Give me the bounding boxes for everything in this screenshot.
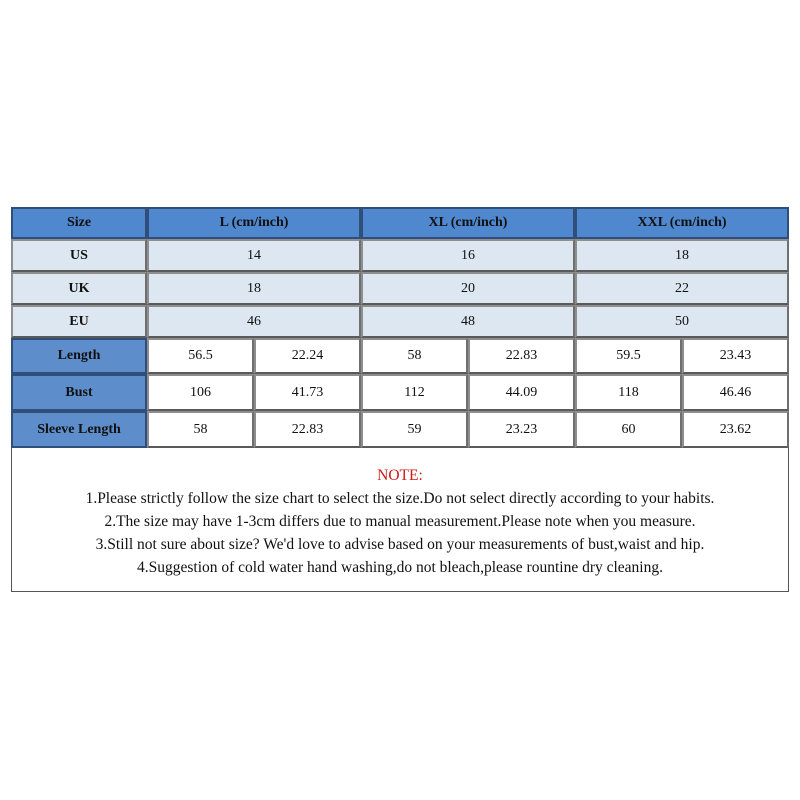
cell: 22.24 xyxy=(254,338,361,374)
cell: 59.5 xyxy=(575,338,682,374)
header-l: L (cm/inch) xyxy=(147,207,361,239)
cell: 58 xyxy=(361,338,468,374)
cell: 23.62 xyxy=(682,411,789,448)
note-line-2: 2.The size may have 1-3cm differs due to manual measurement.Please note when you measure. xyxy=(104,513,696,530)
cell: 48 xyxy=(361,305,575,338)
header-xl: XL (cm/inch) xyxy=(361,207,575,239)
cell: 16 xyxy=(361,239,575,272)
cell: 41.73 xyxy=(254,374,361,411)
cell: 14 xyxy=(147,239,361,272)
note-line-1: 1.Please strictly follow the size chart to select the size.Do not select directly according to your habits. xyxy=(85,490,715,507)
note-line-3: 3.Still not sure about size? We'd love to advise based on your measurements of bust,waist and hip. xyxy=(95,536,705,553)
row-label-uk: UK xyxy=(11,272,147,305)
note-line-4: 4.Suggestion of cold water hand washing,do not bleach,please rountine dry cleaning. xyxy=(136,559,663,576)
cell: 50 xyxy=(575,305,789,338)
cell: 23.23 xyxy=(468,411,575,448)
cell: 22.83 xyxy=(468,338,575,374)
header-xxl: XXL (cm/inch) xyxy=(575,207,789,239)
cell: 46.46 xyxy=(682,374,789,411)
row-label-sleeve-length: Sleeve Length xyxy=(11,411,147,448)
cell: 18 xyxy=(147,272,361,305)
cell: 22 xyxy=(575,272,789,305)
row-label-us: US xyxy=(11,239,147,272)
cell: 23.43 xyxy=(682,338,789,374)
row-label-bust: Bust xyxy=(11,374,147,411)
cell: 112 xyxy=(361,374,468,411)
cell: 58 xyxy=(147,411,254,448)
cell: 118 xyxy=(575,374,682,411)
cell: 60 xyxy=(575,411,682,448)
note-title: NOTE: xyxy=(377,467,423,484)
size-chart-table xyxy=(11,207,789,448)
cell: 44.09 xyxy=(468,374,575,411)
cell: 59 xyxy=(361,411,468,448)
header-size: Size xyxy=(11,207,147,239)
row-label-eu: EU xyxy=(11,305,147,338)
row-label-length: Length xyxy=(11,338,147,374)
cell: 18 xyxy=(575,239,789,272)
note-box xyxy=(11,448,789,592)
cell: 56.5 xyxy=(147,338,254,374)
cell: 22.83 xyxy=(254,411,361,448)
cell: 20 xyxy=(361,272,575,305)
cell: 46 xyxy=(147,305,361,338)
cell: 106 xyxy=(147,374,254,411)
